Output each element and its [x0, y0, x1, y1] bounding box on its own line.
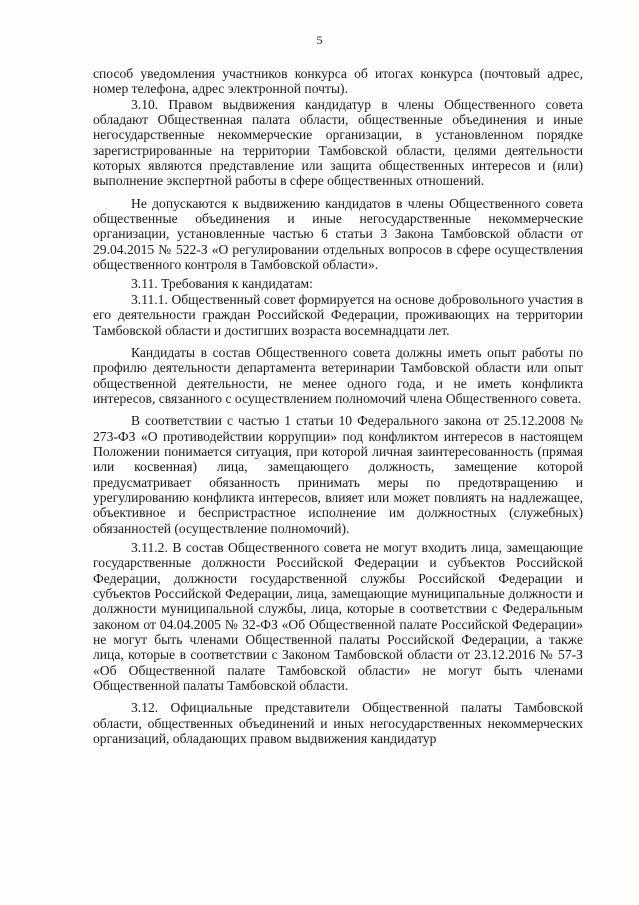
paragraph-3-10: 3.10. Правом выдвижения кандидатур в члены Общественного совета обладают Общественная палата области, общественные объединения и иные негосударственные некоммерческие организации, в установленном порядке зарегистрированные на территории Тамбовской области, целями деятельности которых являются представление или защита общественных интересов и (или) выполнение экспертной работы в сфере общественных отношений.	[93, 96, 583, 189]
paragraph-3-12: 3.12. Официальные представители Общественной палаты Тамбовской области, общественных объединений и иных негосударственных некоммерческих организаций, обладающих правом выдвижения кандидатур	[93, 700, 583, 747]
paragraph-3-11-2: 3.11.2. В состав Общественного совета не могут входить лица, замещающие государственные должности Российской Федерации и субъектов Российской Федерации, должности государственной службы Российской Федерации и субъектов Российской Федерации, лица, замещающие муниципальные должности и должности муниципальной службы, лица, которые в соответствии с Федеральным законом от 04.04.2005 № 32-ФЗ «Об Общественной палате Российской Федерации» не могут быть членами Общественной палаты Российской Федерации, а также лица, которые в соответствии с Законом Тамбовской области от 23.12.2016 № 57-З «Об Общественной палате Тамбовской области» не могут быть членами Общественной палаты Тамбовской области.	[93, 539, 583, 694]
paragraph-conflict-of-interest: В соответствии с частью 1 статьи 10 Федерального закона от 25.12.2008 № 273-ФЗ «О противодействии коррупции» под конфликтом интересов в настоящем Положении понимается ситуация, при которой личная заинтересованность (прямая или косвенная) лица, замещающего должность, замещение которой предусматривает обязанность принимать меры по предотвращению и урегулированию конфликта интересов, влияет или может повлиять на надлежащее, объективное и беспристрастное исполнение им должностных (служебных) обязанностей (осуществление полномочий).	[93, 413, 583, 536]
paragraph-3-11-1: 3.11.1. Общественный совет формируется на основе добровольного участия в его деятельности граждан Российской Федерации, проживающих на территории Тамбовской области и достигших возраста восемнадцати лет.	[93, 291, 583, 338]
paragraph-candidates-experience: Кандидаты в состав Общественного совета должны иметь опыт работы по профилю деятельности департамента ветеринарии Тамбовской области или опыт общественной деятельности, не менее одного года, и не иметь конфликта интересов, связанного с осуществлением полномочий члена Общественного совета.	[93, 344, 583, 406]
paragraph-3-11-heading: 3.11. Требования к кандидатам:	[131, 276, 313, 292]
paragraph-not-allowed: Не допускаются к выдвижению кандидатов в члены Общественного совета общественные объединения и иные негосударственные некоммерческие организации, установленные частью 6 статьи 3 Закона Тамбовской области от 29.04.2015 № 522-З «О регулировании отдельных вопросов в сфере осуществления общественного контроля в Тамбовской области».	[93, 195, 583, 273]
document-body	[93, 66, 583, 746]
page-number: 5	[316, 33, 323, 47]
paragraph-notification-method: способ уведомления участников конкурса об итогах конкурса (почтовый адрес, номер телефона, адрес электронной почты).	[93, 66, 583, 97]
